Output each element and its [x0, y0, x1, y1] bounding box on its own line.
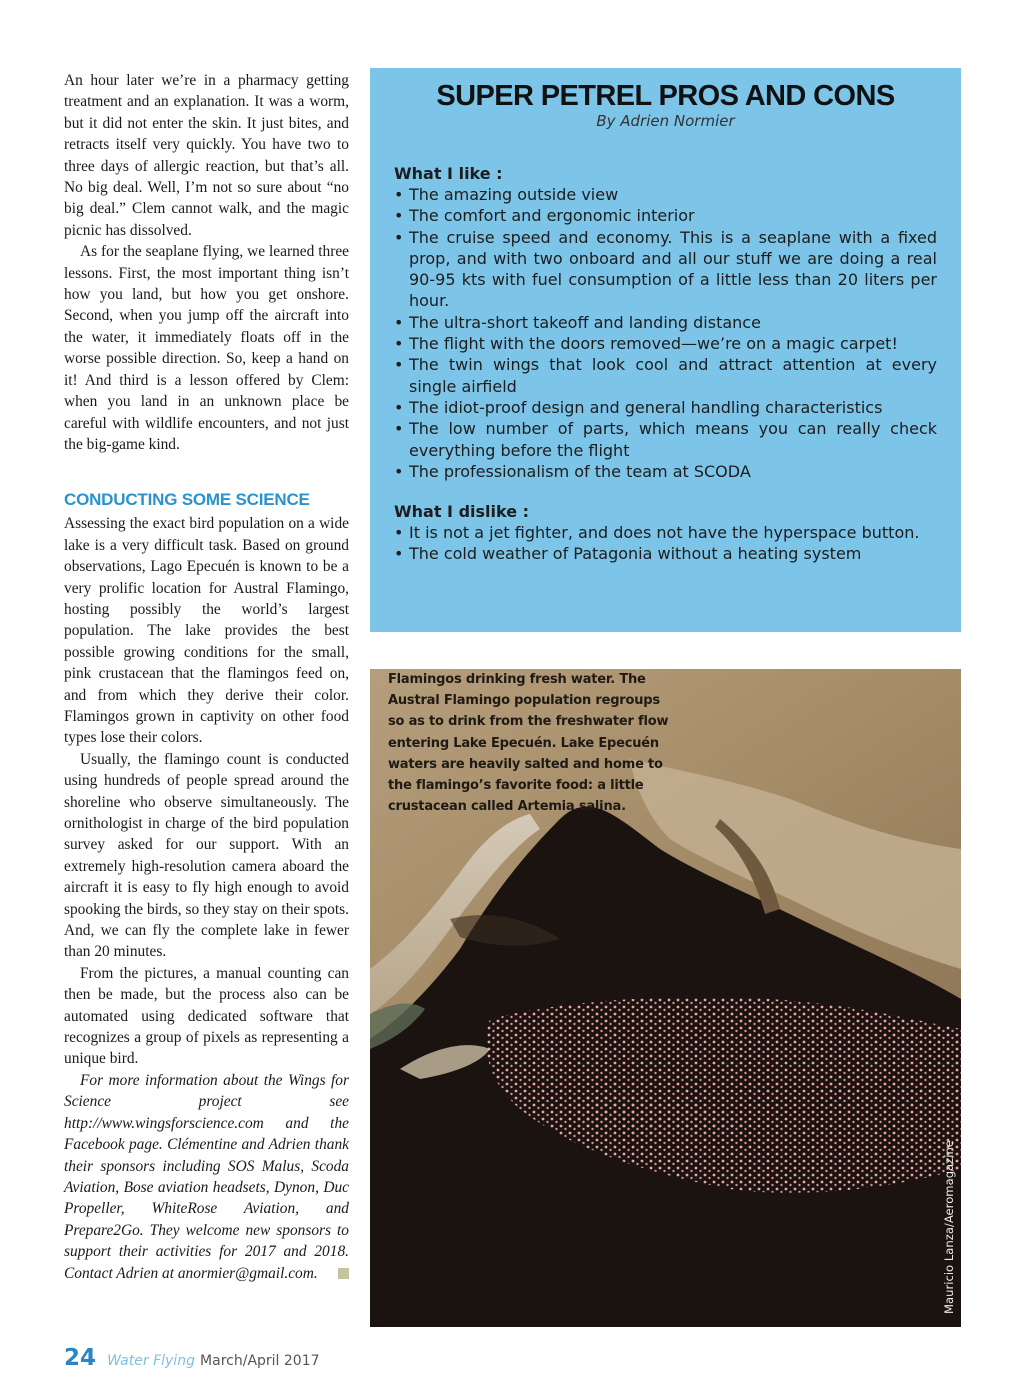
likes-heading: What I like :	[394, 164, 503, 183]
body-paragraph: Assessing the exact bird population on a wide lake is a very difficult task. Based on ground observations, Lago Epecuén is known to be a very prolific location for Austral Flamingo, hosting possibly the world’s largest population. The lake provides the best possible growing conditions for the small, pink crustacean that the flamingos feed on, and from which they derive their color. Flamingos grown in captivity on other food types lose their colors.	[64, 515, 349, 747]
left-text-column	[64, 70, 349, 1284]
page-number: 24	[64, 1345, 97, 1371]
like-item: • The ultra-short takeoff and landing distance	[394, 312, 937, 333]
body-paragraph: As for the seaplane flying, we learned three lessons. First, the most important thing isn’t how you land, but how you get onshore. Second, when you jump off the aircraft into the water, it immediately floats off in the worse possible direction. So, keep a hand on it! And third is a lesson offered by Clem: when you land in an unknown place be careful with wildlife encounters, and not just the big-game kind.	[64, 243, 349, 453]
likes-list	[394, 184, 937, 482]
like-item: • The professionalism of the team at SCODA	[394, 461, 937, 482]
like-item: • The amazing outside view	[394, 184, 937, 205]
issue-date: March/April 2017	[200, 1353, 320, 1369]
like-item: • The twin wings that look cool and attract attention at every single airfield	[394, 354, 937, 397]
end-of-article-mark	[338, 1268, 349, 1279]
sidebar-byline: By Adrien Normier	[596, 112, 735, 130]
pros-cons-sidebar	[370, 68, 961, 632]
body-paragraph: From the pictures, a manual counting can then be made, but the process also can be automated using dedicated software that recognizes a group of pixels as representing a unique bird.	[64, 964, 349, 1068]
photo-credit: Mauricio Lanza/Aeromagazine	[942, 1140, 956, 1314]
body-paragraph: An hour later we’re in a pharmacy getting treatment and an explanation. It was a worm, but it did not enter the skin. It just bites, and retracts itself very quickly. You have two to three days of allergic reaction, but that’s all. No big deal. Well, I’m not so sure about “no big deal.” Clem cannot walk, and the magic picnic has dissolved.	[64, 72, 349, 239]
credits-text: For more information about the Wings for Science project see http://www.wingsforscience.com and the Facebook page. Clémentine and Adrien thank their sponsors including SOS Malus, Scoda Aviation, Bose aviation headsets, Dynon, Duc Propeller, WhiteRose Aviation, and Prepare2Go. They welcome new sponsors to support their activities for 2017 and 2018. Contact Adrien at anormier@gmail.com.	[64, 1071, 349, 1282]
dislike-item: • It is not a jet fighter, and does not have the hyperspace button.	[394, 522, 937, 543]
like-item: • The cruise speed and economy. This is a seaplane with a fixed prop, and with two onboard and all our stuff we are doing a real 90-95 kts with fuel consumption of a little less than 20 liters per hour.	[394, 227, 937, 312]
dislikes-heading: What I dislike :	[394, 502, 530, 522]
section-heading: CONDUCTING SOME SCIENCE	[64, 490, 310, 510]
photo-caption: Flamingos drinking fresh water. The Austral Flamingo population regroups so as to drink from the freshwater flow entering Lake Epecuén. Lake Epecuén waters are heavily salted and home to the flamingo’s favorite food: a little crustacean called Artemia salina.	[388, 672, 669, 815]
dislikes-list	[394, 522, 937, 565]
aerial-flamingo-photo	[370, 669, 961, 1327]
like-item: • The low number of parts, which means you can really check everything before the flight	[394, 418, 937, 461]
page-footer	[64, 1345, 320, 1375]
sidebar-title: SUPER PETREL PROS AND CONS	[436, 80, 895, 112]
magazine-name: Water Flying	[107, 1353, 195, 1369]
body-paragraph: Usually, the flamingo count is conducted using hundreds of people spread around the shoreline who observe simultaneously. The ornithologist in charge of the bird population survey asked for our support. With an extremely high-resolution camera aboard the aircraft it is easy to fly high enough to avoid spooking the birds, so they stay on their spots. And, we can fly the complete lake in fewer than 20 minutes.	[64, 750, 349, 961]
like-item: • The comfort and ergonomic interior	[394, 205, 937, 226]
like-item: • The idiot-proof design and general handling characteristics	[394, 397, 937, 418]
credits-paragraph	[64, 1070, 349, 1284]
dislike-item: • The cold weather of Patagonia without a heating system	[394, 543, 937, 564]
like-item: • The flight with the doors removed—we’re on a magic carpet!	[394, 333, 937, 354]
